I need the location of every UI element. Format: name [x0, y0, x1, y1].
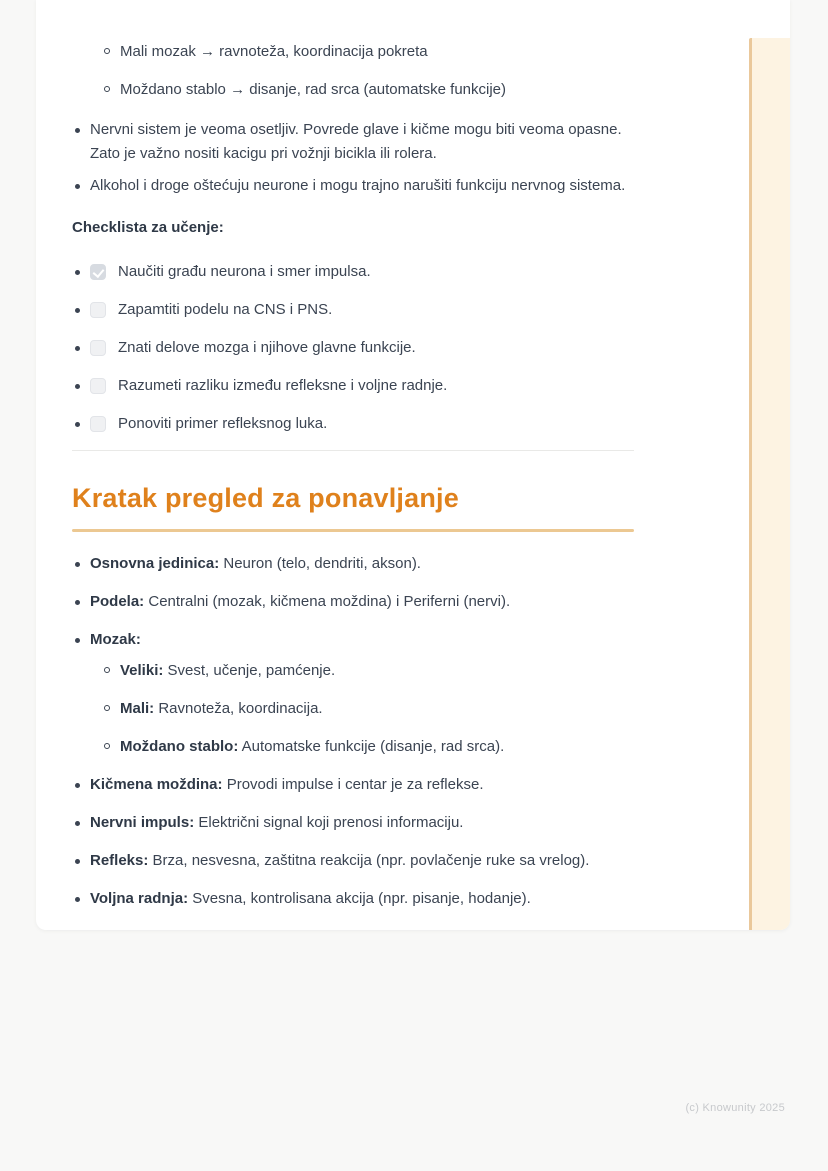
- list-item-text: Moždano stablo → disanje, rad srca (automatske funkcije): [120, 81, 507, 98]
- summary-list: [72, 552, 634, 911]
- summary-sub-list: [104, 659, 634, 759]
- summary-sub-item-lead: Mali:: [120, 700, 155, 717]
- summary-item-body: Provodi impulse i centar je za reflekse.: [226, 776, 484, 793]
- disc-bullet-icon: [75, 422, 80, 427]
- circle-bullet-icon: [104, 48, 110, 54]
- summary-item-lead: Podela:: [90, 593, 145, 610]
- list-item: [72, 174, 634, 198]
- disc-bullet-icon: [75, 859, 80, 864]
- list-item: [104, 78, 634, 102]
- summary-item: [72, 552, 634, 576]
- summary-sub-item: [104, 735, 634, 759]
- summary-item-body: Neuron (telo, dendriti, akson).: [223, 555, 421, 572]
- summary-item-text: [90, 590, 510, 614]
- list-item: [104, 40, 634, 64]
- list-item-text: Mali mozak → ravnoteža, koordinacija pokreta: [120, 43, 428, 60]
- document-content: [36, 0, 634, 911]
- summary-item: [72, 811, 634, 835]
- summary-item: [72, 628, 634, 759]
- summary-item-lead: Nervni impuls:: [90, 814, 195, 831]
- summary-item: [72, 887, 634, 911]
- checklist-item: [72, 336, 634, 360]
- disc-bullet-icon: [75, 346, 80, 351]
- accent-side-bar: [749, 38, 790, 930]
- summary-item-body: Brza, nesvesna, zaštitna reakcija (npr. povlačenje ruke sa vrelog).: [152, 852, 590, 869]
- summary-item-lead: Mozak:: [90, 631, 141, 648]
- list-item-text: Nervni sistem je veoma osetljiv. Povrede glave i kičme mogu biti veoma opasne. Zato je važno nositi kacigu pri vožnji bicikla ili rolera.: [90, 121, 622, 162]
- summary-item-text: [90, 811, 463, 835]
- checkbox[interactable]: [90, 378, 106, 394]
- summary-item-lead: Voljna radnja:: [90, 890, 189, 907]
- disc-bullet-icon: [75, 600, 80, 605]
- top-bullet-list: [72, 118, 634, 198]
- circle-bullet-icon: [104, 743, 110, 749]
- disc-bullet-icon: [75, 384, 80, 389]
- checkbox[interactable]: [90, 264, 106, 280]
- checklist-item-label: Ponoviti primer refleksnog luka.: [118, 415, 328, 432]
- disc-bullet-icon: [75, 821, 80, 826]
- checklist-item-label: Naučiti građu neurona i smer impulsa.: [118, 263, 371, 280]
- summary-heading-underline: [72, 529, 634, 532]
- checkbox[interactable]: [90, 416, 106, 432]
- checklist-item-label: Zapamtiti podelu na CNS i PNS.: [118, 301, 333, 318]
- circle-bullet-icon: [104, 667, 110, 673]
- checklist-item: [72, 298, 634, 322]
- summary-item-text: [90, 628, 141, 652]
- summary-item-lead: Kičmena moždina:: [90, 776, 223, 793]
- top-sub-bullet-list: [104, 40, 634, 102]
- summary-item-text: [90, 887, 531, 911]
- disc-bullet-icon: [75, 184, 80, 189]
- checklist-heading: Checklista za učenje:: [72, 219, 224, 236]
- summary-heading: Kratak pregled za ponavljanje: [72, 483, 459, 513]
- disc-bullet-icon: [75, 783, 80, 788]
- summary-item-text: [90, 849, 589, 873]
- checkbox[interactable]: [90, 340, 106, 356]
- disc-bullet-icon: [75, 308, 80, 313]
- disc-bullet-icon: [75, 562, 80, 567]
- summary-item: [72, 849, 634, 873]
- summary-item-body: Svesna, kontrolisana akcija (npr. pisanje, hodanje).: [192, 890, 531, 907]
- summary-sub-item-body: Svest, učenje, pamćenje.: [167, 662, 336, 679]
- disc-bullet-icon: [75, 897, 80, 902]
- summary-item: [72, 773, 634, 797]
- circle-bullet-icon: [104, 86, 110, 92]
- summary-sub-item-lead: Veliki:: [120, 662, 164, 679]
- summary-item: [72, 590, 634, 614]
- circle-bullet-icon: [104, 705, 110, 711]
- summary-item-text: [90, 552, 421, 576]
- summary-sub-item-body: Automatske funkcije (disanje, rad srca).: [241, 738, 505, 755]
- summary-sub-item-text: [120, 735, 504, 759]
- section-divider: [72, 450, 634, 451]
- list-item-text: Alkohol i droge oštećuju neurone i mogu trajno narušiti funkciju nervnog sistema.: [90, 177, 626, 194]
- summary-sub-item-body: Ravnoteža, koordinacija.: [158, 700, 323, 717]
- summary-sub-item: [104, 697, 634, 721]
- checklist-item-label: Znati delove mozga i njihove glavne funkcije.: [118, 339, 416, 356]
- summary-item-lead: Refleks:: [90, 852, 149, 869]
- summary-item-body: Električni signal koji prenosi informaciju.: [198, 814, 464, 831]
- checklist-item: [72, 260, 634, 284]
- document-page: [36, 0, 790, 930]
- checklist-item: [72, 412, 634, 436]
- summary-item-body: Centralni (mozak, kičmena moždina) i Periferni (nervi).: [148, 593, 511, 610]
- disc-bullet-icon: [75, 638, 80, 643]
- disc-bullet-icon: [75, 128, 80, 133]
- summary-sub-item-lead: Moždano stablo:: [120, 738, 239, 755]
- summary-sub-item: [104, 659, 634, 683]
- summary-item-lead: Osnovna jedinica:: [90, 555, 220, 572]
- checklist: [72, 260, 634, 436]
- list-item: [72, 118, 634, 166]
- summary-item-text: [90, 773, 483, 797]
- checklist-item: [72, 374, 634, 398]
- summary-sub-item-text: [120, 697, 323, 721]
- checkbox[interactable]: [90, 302, 106, 318]
- summary-sub-item-text: [120, 659, 335, 683]
- copyright-footer: (c) Knowunity 2025: [685, 1102, 785, 1114]
- disc-bullet-icon: [75, 270, 80, 275]
- checklist-item-label: Razumeti razliku između refleksne i voljne radnje.: [118, 377, 448, 394]
